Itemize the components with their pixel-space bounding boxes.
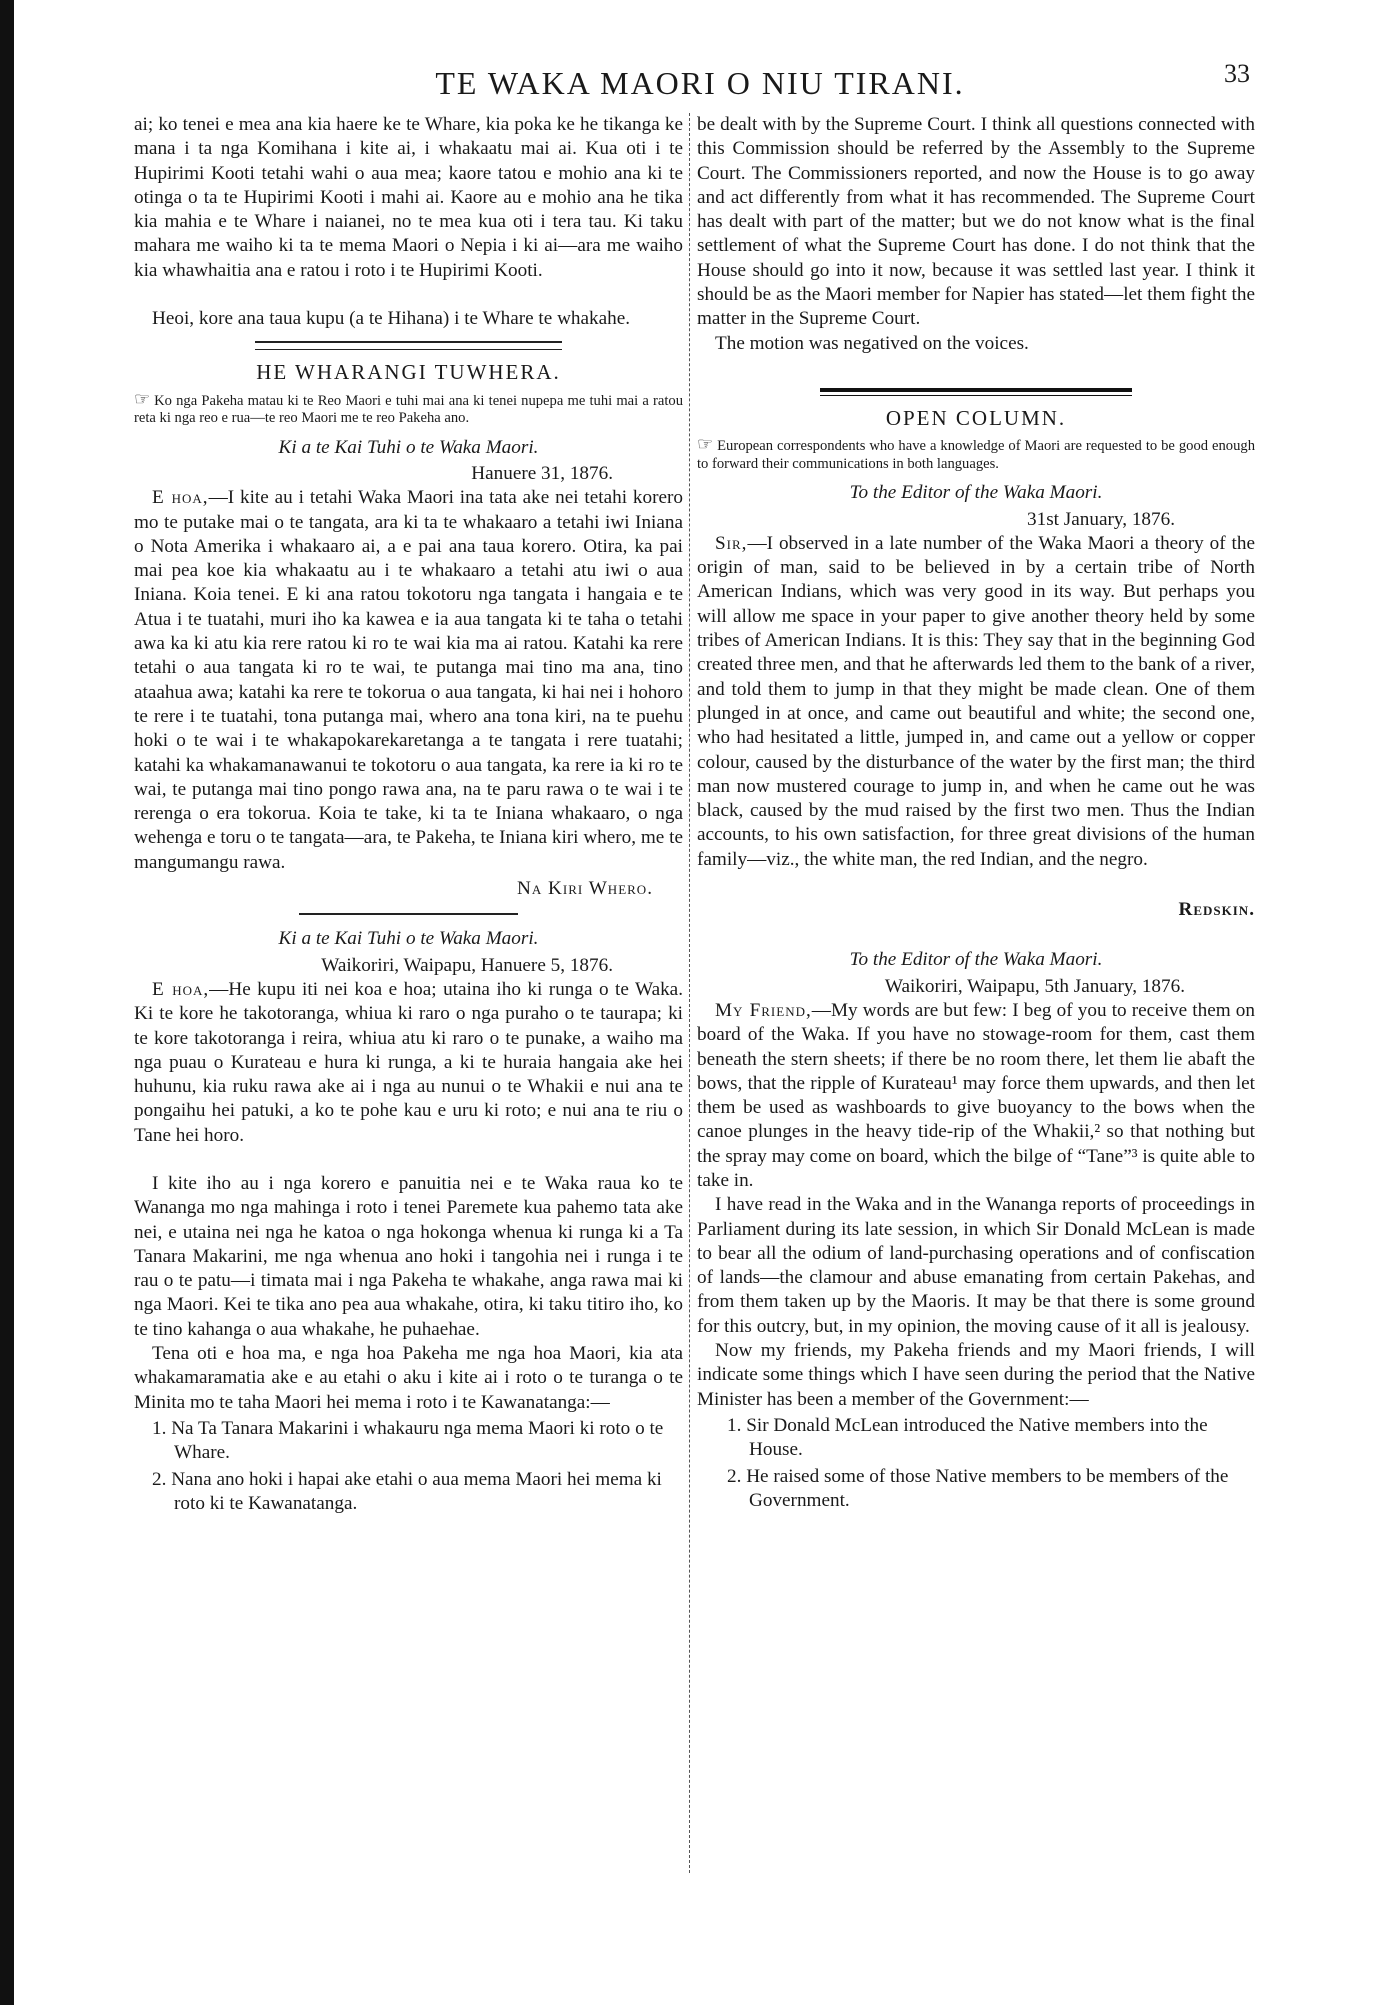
left-continued-paragraph: ai; ko tenei e mea ana kia haere ke te Whare, kia poka ke he tikanga ke mana i ta nga Komihana i kite ai, i whakaatu mai ai. Kua oti i te Hupirimi Kooti tetahi wahi o aua mea; kaore tatou e mohio ana ki te otinga o ta te Hupirimi Kooti i mahi ai. Kaore au e mohio ana he tika kia mahia e te Whare i naianei, no te mea kua oti i tera tau. Ki taku mahara me waiho ki ta te mema Maori o Nepia i ki ai—ara me waiho kia whawhaitia ana e ratou i roto i te Hupirimi Kooti.: [134, 114, 683, 281]
scan-edge: [0, 0, 14, 2005]
right-column: [697, 113, 1255, 1883]
right-letter1-date: 31st January, 1876.: [1027, 508, 1175, 530]
left-letter2-date: Waikoriri, Waipapu, Hanuere 5, 1876.: [321, 954, 613, 976]
page-number: 33: [1224, 59, 1250, 88]
left-letter1-addressee: Ki a te Kai Tuhi o te Waka Maori.: [278, 436, 539, 458]
letter-rule: [299, 913, 519, 915]
right-letter2-date: Waikoriri, Waipapu, 5th January, 1876.: [884, 975, 1185, 997]
left-notice: ☞ Ko nga Pakeha matau ki te Reo Maori e tuhi mai ana ki tenei nupepa me tuhi mai a ratou reta ki nga reo e rua—te reo Maori me te reo Pakeha ano.: [134, 388, 683, 427]
right-notice: ☞ European correspondents who have a knowledge of Maori are requested to be good enough to forward their communications in both languages.: [697, 434, 1255, 472]
section-rule: [255, 341, 562, 350]
right-letter1-addressee: To the Editor of the Waka Maori.: [849, 482, 1103, 504]
left-letter2-addressee: Ki a te Kai Tuhi o te Waka Maori.: [278, 928, 539, 950]
left-letter2-body: E hoa,—He kupu iti nei koa e hoa; utaina iho ki runga o te Waka. Ki te kore he takotoranga, whiua ki raro o nga puraho o te taurapa; ki te kore takotoranga i reira, whiua atu ki raro o te punake, a waiho ma nga puau o Kurateau e hura ki runga, a ki te huraia hangaia ake hei huhunu, kia ruku rawa ake ai i nga au nunui o te Whakii e nui ana te pongaihu hei patuki, a ko te pohe kau e uru ki roto; e nui ana te riu o Tane hei horo.: [134, 978, 683, 1146]
right-letter2-addressee: To the Editor of the Waka Maori.: [849, 949, 1103, 971]
right-letter2-paragraph2: I have read in the Waka and in the Wananga reports of proceedings in Parliament during its late session, in which Sir Donald McLean is made to bear all the odium of land-purchasing operations and of confiscation of lands—the clamour and abuse emanating from certain Pakehas, and from them taken up by the Maoris. It may be that there is some ground for this outcry, but, in my opinion, the moving cause of it all is jealousy.: [697, 1194, 1255, 1337]
left-letter1-date: Hanuere 31, 1876.: [471, 462, 613, 484]
newspaper-title: TE WAKA MAORI O NIU TIRANI.: [435, 65, 965, 101]
section-rule: [820, 388, 1133, 396]
left-list-item: 1. Na Ta Tanara Makarini i whakauru nga mema Maori ki roto o te Whare.: [152, 1417, 664, 1464]
pointing-hand-icon: ☞: [697, 434, 714, 455]
left-letter1-signature: Na Kiri Whero.: [517, 878, 653, 900]
page-header: [150, 55, 1250, 105]
right-continued-paragraph: be dealt with by the Supreme Court. I think all questions connected with this Commission should be referred by the Assembly to the Supreme Court. The Commissioners reported, and now the House is to go away and act differently from what it has recommended. The Supreme Court has dealt with part of the matter; but we do not know what is the final settlement of what the Supreme Court has done. I do not think that the House should go into it now, because it was settled last year. I think it should be as the Maori member for Napier has stated—let them fight the matter in the Supreme Court.: [697, 114, 1255, 330]
right-letter1-signature: Redskin.: [1178, 899, 1255, 921]
pointing-hand-icon: ☞: [134, 388, 151, 409]
right-letter1-body: Sir,—I observed in a late number of the Waka Maori a theory of the origin of man, said to be believed in by a certain tribe of North American Indians, which was very good in its way. But perhaps you will allow me space in your paper to give another theory held by some tribes of American Indians. It is this: They say that in the beginning God created three men, and that he afterwards led them to the bank of a river, and told them to jump in that they might be made clean. One of them plunged in at once, and came out beautiful and white; the second one, who had hesitated a little, jumped in, and came out a yellow or copper colour, caused by the disturbance of the water by the first man; the third man now mustered courage to jump in, and when he came out he was black, caused by the mud raised by the first two men. Thus the Indian accounts, to his own satisfaction, for three great divisions of the human family—viz., the white man, the red Indian, and the negro.: [697, 532, 1255, 870]
left-motion-result: Heoi, kore ana taua kupu (a te Hihana) i te Whare te whakahe.: [152, 308, 631, 330]
right-letter2-paragraph3: Now my friends, my Pakeha friends and my Maori friends, I will indicate some things which I have seen during the period that the Native Minister has been a member of the Government:—: [697, 1340, 1255, 1410]
left-letter2-paragraph3: Tena oti e hoa ma, e nga hoa Pakeha me nga hoa Maori, kia ata whakamaramatia ake e au etahi o aku i kite ai i roto o te turanga o te Minita mo te taha Maori hei mema i roto i te Kawanatanga:—: [134, 1343, 683, 1413]
right-letter2-body: My Friend,—My words are but few: I beg of you to receive them on board of the Waka. If you have no stowage-room for them, cast them beneath the stern sheets; if there be no room there, let them lie abaft the bows, that the ripple of Kurateau¹ may force them upwards, and then let them be used as washboards to give buoyancy to the bows when the canoe plunges in the heavy tide-rip of the Whakii,² so that nothing but the spray may come on board, which the bilge of “Tane”³ is quite able to take in.: [697, 999, 1255, 1191]
left-letter2-paragraph2: I kite iho au i nga korero e panuitia nei e te Waka raua ko te Wananga mo nga mahinga i roto i tenei Paremete kua pahemo tata ake nei, e utaina nei nga he katoa o nga hokonga whenua ki runga ki a Ta Tanara Makarini, me nga whenua ano hoki i tangohia nei i runga i te rau o te patu—i timata mai i nga Pakeha te whakahe, anga rawa mai ki nga Maori. Kei te tika ano pea aua whakahe, otira, ki taku titiro iho, ko te tino kahanga o aua whakahe, he puhaehae.: [134, 1172, 683, 1340]
left-list-item: 2. Nana ano hoki i hapai ake etahi o aua mema Maori hei mema ki roto ki te Kawanatanga.: [152, 1468, 662, 1514]
right-list-item: 2. He raised some of those Native members to be members of the Government.: [727, 1465, 1229, 1511]
right-motion-result: The motion was negatived on the voices.: [715, 332, 1029, 354]
right-section-title: OPEN COLUMN.: [885, 405, 1067, 430]
left-column: [134, 113, 683, 1883]
right-list-item: 1. Sir Donald McLean introduced the Native members into the House.: [727, 1414, 1208, 1461]
left-section-title: HE WHARANGI TUWHERA.: [256, 360, 561, 385]
column-divider: [689, 113, 691, 1873]
left-letter1-body: E hoa,—I kite au i tetahi Waka Maori ina tata ake nei tetahi korero mo te putake mai o te tangata, ara ki ta te whakaaro a tetahi iwi Iniana o Nota Amerika i whakaaro ai, a e pai ana taua korero. Otira, ka pai mai pea koe kia whakaatu au i te whakaaro a tetahi atu iwi o aua Iniana. Koia tenei. E ki ana ratou tokotoru nga tangata i hangaia e te Atua i te tuatahi, muri iho ka kawea e ia aua tangata ki te taha o tetahi awa ka ki atu kia rere ratou ki ro te wai kia ma ai ratou. Katahi ka rere tetahi o aua tangata ki ro te wai, te putanga mai tino ma ana, tino ataahua awa; katahi ka rere te tokorua o aua tangata, ki hai nei i hohoro te rere i te tuatahi, tona putanga mai, whero ana tona kiri, na te puehu hoki o te wai i te whakapokarekaretanga a te tangata i rere tuatahi; katahi ka whakamanawanui te tokotoru o aua tangata, ka rere ia ki ro te wai, te putanga mai tino pongo rawa ana, na te paru rawa o te wai i te rerenga o era tokorua. Koia te take, ki ta te Iniana whakaaro, o nga wehenga e toru o te tangata—ara, te Pakeha, te Iniana kiri whero, me te mangumangu rawa.: [134, 487, 683, 873]
